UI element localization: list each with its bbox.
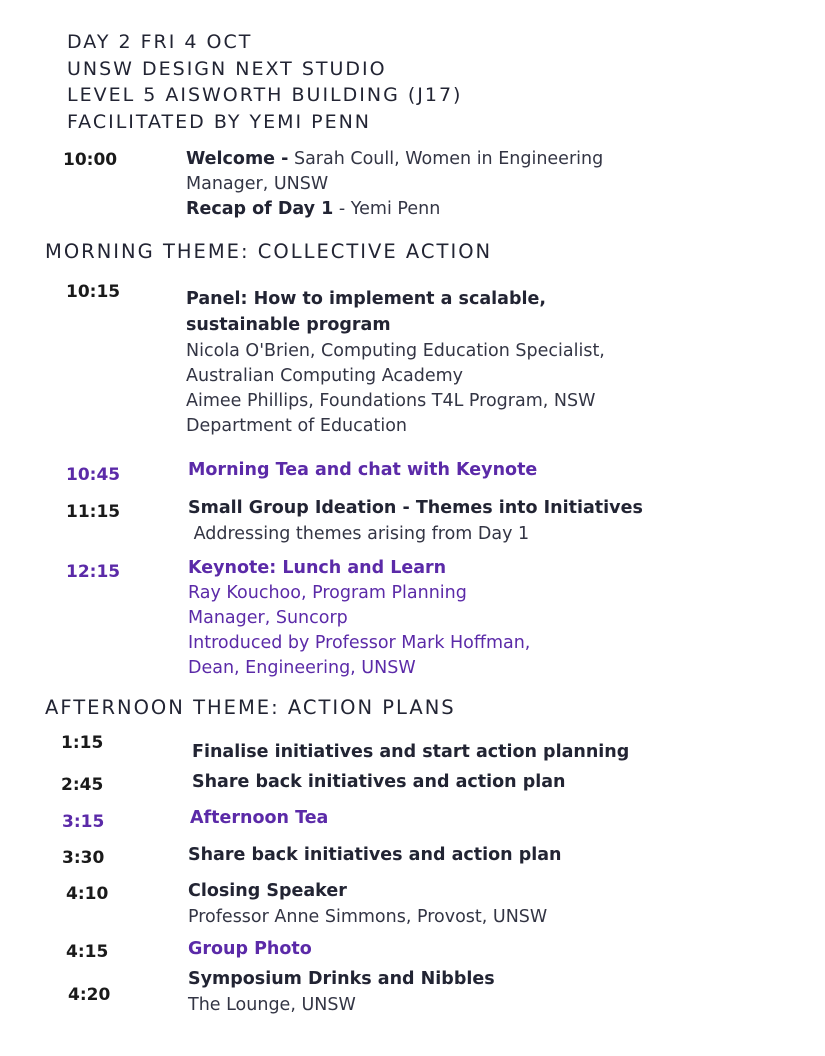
keynote-speaker-role: Manager, Suncorp (188, 608, 348, 628)
welcome-speaker-role: Manager, UNSW (186, 174, 329, 194)
drinks-location: The Lounge, UNSW (188, 995, 356, 1015)
time-share2: 3:30 (62, 848, 105, 868)
afternoon-tea-title: Afternoon Tea (190, 808, 329, 828)
panel-speaker2-org: Department of Education (186, 416, 408, 436)
time-welcome: 10:00 (63, 150, 118, 170)
panel-speaker1-org: Australian Computing Academy (186, 366, 464, 386)
header-day: DAY 2 FRI 4 OCT (67, 31, 253, 53)
ideation-title: Small Group Ideation - Themes into Initiatives (188, 498, 643, 518)
panel-speaker2: Aimee Phillips, Foundations T4L Program, NSW (186, 391, 596, 411)
share1-title: Share back initiatives and action plan (192, 772, 566, 792)
time-keynote: 12:15 (66, 562, 121, 582)
keynote-introducer-role: Dean, Engineering, UNSW (188, 658, 416, 678)
panel-title-line2: sustainable program (186, 315, 391, 335)
ideation-description: Addressing themes arising from Day 1 (188, 524, 530, 544)
keynote-speaker: Ray Kouchoo, Program Planning (188, 583, 467, 603)
time-panel: 10:15 (66, 282, 121, 302)
panel-speaker1: Nicola O'Brien, Computing Education Specialist, (186, 341, 605, 361)
welcome-line (186, 147, 603, 172)
drinks-title: Symposium Drinks and Nibbles (188, 969, 495, 989)
recap-line (186, 197, 440, 222)
time-ideation: 11:15 (66, 502, 121, 522)
morning-tea-title: Morning Tea and chat with Keynote (188, 460, 538, 480)
photo-title: Group Photo (188, 939, 312, 959)
closing-speaker: Professor Anne Simmons, Provost, UNSW (188, 907, 548, 927)
time-morning-tea: 10:45 (66, 465, 121, 485)
morning-theme-heading: MORNING THEME: COLLECTIVE ACTION (45, 240, 493, 263)
afternoon-theme-heading: AFTERNOON THEME: ACTION PLANS (45, 696, 456, 719)
header-facilitator: FACILITATED BY YEMI PENN (67, 110, 372, 133)
header-venue: UNSW DESIGN NEXT STUDIO (67, 57, 387, 80)
share2-title: Share back initiatives and action plan (188, 845, 562, 865)
recap-speaker: - Yemi Penn (333, 199, 441, 219)
keynote-introducer: Introduced by Professor Mark Hoffman, (188, 633, 531, 653)
time-finalise: 1:15 (61, 733, 104, 753)
time-photo: 4:15 (66, 942, 109, 962)
recap-title: Recap of Day 1 (186, 199, 334, 219)
time-drinks: 4:20 (68, 985, 111, 1005)
time-closing: 4:10 (66, 884, 109, 904)
time-afternoon-tea: 3:15 (62, 812, 105, 832)
header-building: LEVEL 5 AISWORTH BUILDING (J17) (67, 84, 463, 106)
welcome-speaker: Sarah Coull, Women in Engineering (288, 149, 604, 169)
panel-title-line1: Panel: How to implement a scalable, (186, 289, 546, 309)
time-share1: 2:45 (61, 775, 104, 795)
welcome-title: Welcome - (186, 149, 289, 169)
keynote-title: Keynote: Lunch and Learn (188, 558, 447, 578)
closing-title: Closing Speaker (188, 881, 347, 901)
finalise-title: Finalise initiatives and start action planning (192, 742, 630, 762)
